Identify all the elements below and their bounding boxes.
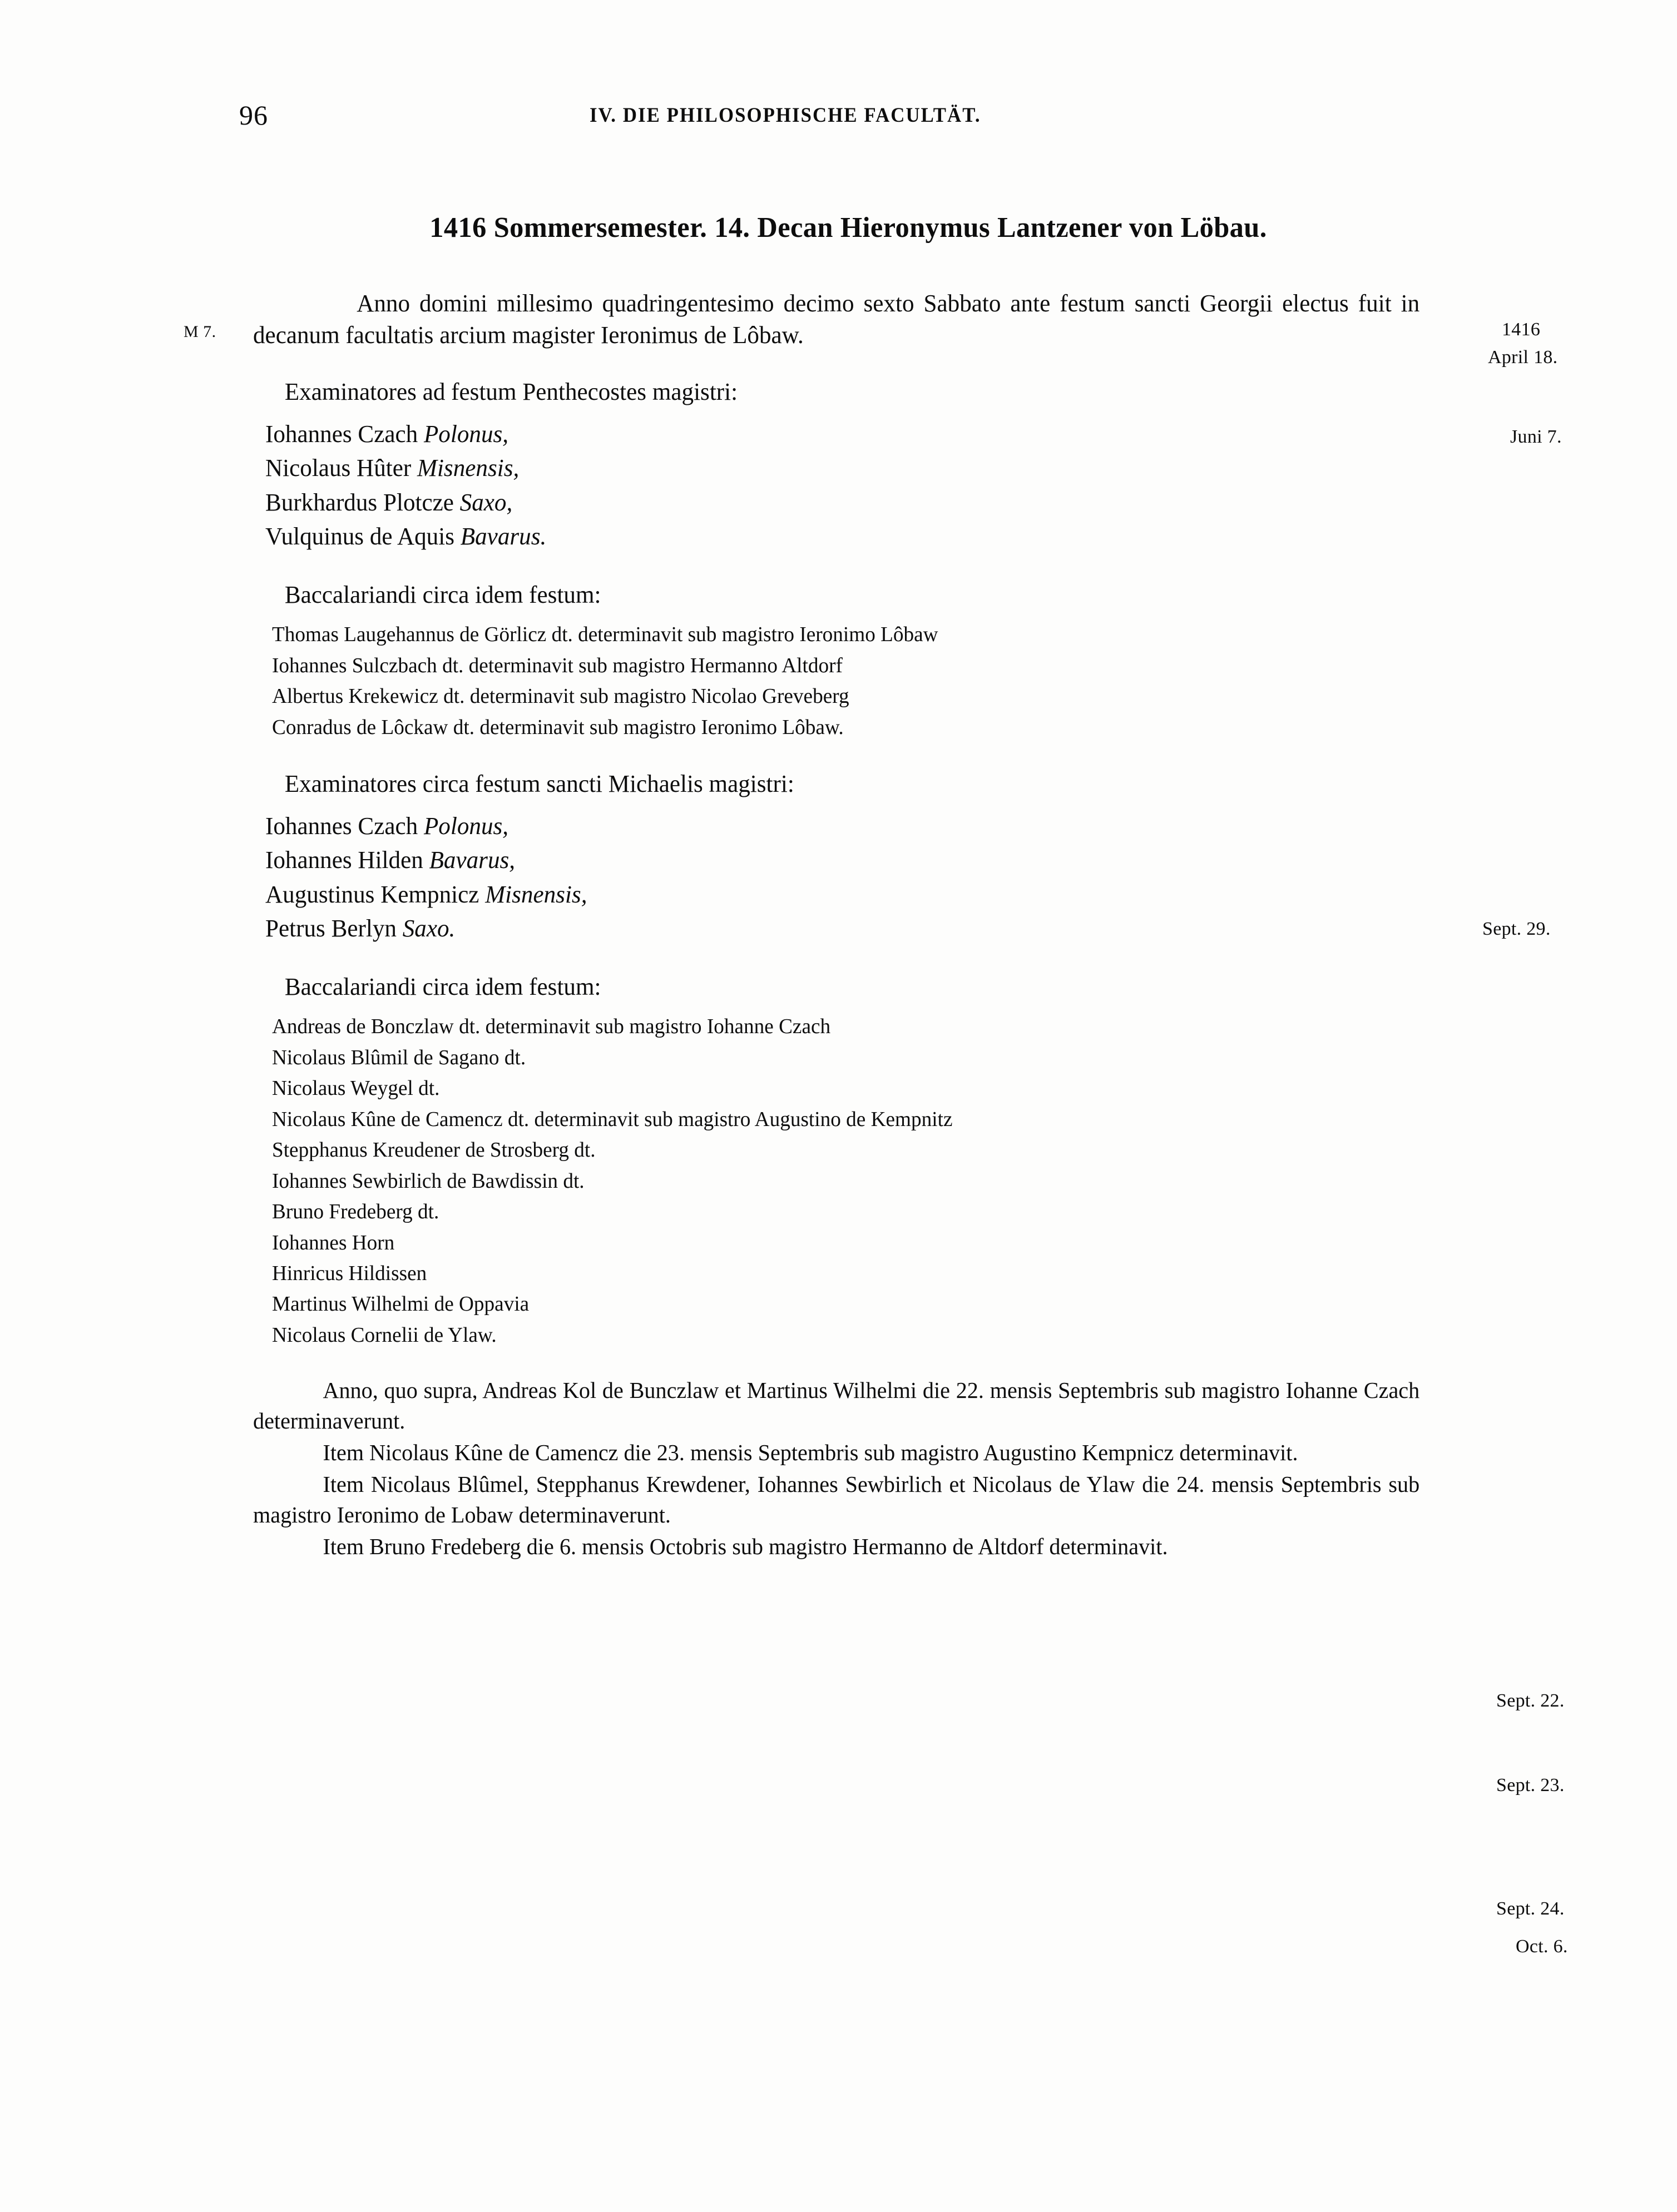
opening-line-2: sancti Georgii electus fuit in decanum facultatis arcium magister Ieronimus de Lôbaw. [253,290,1420,349]
baccalariandus-entry: Iohannes Sulczbach dt. determinavit sub magistro Hermanno Altdorf [272,653,843,677]
baccalariandi-pentecost-list [253,619,1443,743]
baccalariandus-entry: Nicolaus Kûne de Camencz dt. determinavit sub magistro Augustino de Kempnitz [272,1107,953,1131]
section-title: 1416 Sommersemester. 14. Decan Hieronymus Lantzener von Löbau. [429,212,1267,244]
opening-line-1: Anno domini millesimo quadringentesimo decimo sexto Sabbato ante festum [357,290,1125,317]
baccalariandus-entry: Iohannes Horn [272,1231,395,1254]
baccalariandi-michaelmas-list [253,1011,1443,1351]
examiner-nation: Saxo. [402,915,456,943]
examiner-person: Augustinus Kempnicz [265,880,486,908]
closing-paragraph: Item Bruno Fredeberg die 6. mensis Octobris sub magistro Hermanno de Altdorf determinavit. [323,1534,1168,1560]
margin-date-note: Sept. 22. [1496,1690,1565,1711]
examiner-nation: Polonus, [423,812,509,840]
examiners-pentecost-heading: Examinatores ad festum Penthecostes magistri: [284,378,738,406]
examiner-nation: Misnensis, [417,454,520,482]
examiners-pentecost-list [253,417,1443,554]
margin-date-note: Sept. 29. [1482,919,1551,939]
examiner-name [265,809,1420,844]
examiner-name [265,417,1420,452]
examiner-name [265,485,1420,520]
baccalariandus-entry: Thomas Laugehannus de Görlicz dt. determinavit sub magistro Ieronimo Lôbaw [272,623,938,647]
examiners-michaelmas-heading: Examinatores circa festum sancti Michaelis magistri: [284,770,794,798]
margin-date-note: Sept. 24. [1496,1898,1565,1919]
examiner-person: Iohannes Czach [265,812,424,840]
examiner-name [265,877,1420,912]
examiner-name [265,451,1420,485]
baccalariandus-entry: Conradus de Lôckaw dt. determinavit sub magistro Ieronimo Lôbaw. [272,715,844,739]
examiner-nation: Bavarus, [429,846,516,874]
examiners-michaelmas-list [253,809,1443,946]
margin-date-note: Juni 7. [1510,426,1562,447]
baccalariandus-entry: Hinricus Hildissen [272,1262,427,1285]
manuscript-reference: M 7. [184,323,216,341]
examiner-name [265,843,1420,877]
baccalariandus-entry: Andreas de Bonczlaw dt. determinavit sub magistro Iohanne Czach [272,1015,831,1039]
closing-paragraph: Anno, quo supra, Andreas Kol de Bunczlaw et Martinus Wilhelmi die 22. mensis Septembris sub magistro Iohanne Czach determinaverunt. [253,1377,1420,1434]
examiner-person: Vulquinus de Aquis [265,523,461,550]
closing-paragraph: Item Nicolaus Blûmel, Stepphanus Krewdener, Iohannes Sewbirlich et Nicolaus de Ylaw die 24. mensis Septembris sub magistro Ieronimo de Lobaw determinaverunt. [253,1471,1420,1528]
closing-paragraphs [253,1375,1443,1562]
examiner-person: Iohannes Czach [265,420,424,448]
examiner-nation: Bavarus. [460,523,547,550]
page-number: 96 [239,100,268,131]
running-head [0,99,1677,132]
examiner-person: Iohannes Hilden [265,846,429,874]
baccalariandus-entry: Nicolaus Cornelii de Ylaw. [272,1323,497,1347]
margin-date-note: 1416 [1502,319,1541,340]
baccalariandus-entry: Albertus Krekewicz dt. determinavit sub magistro Nicolao Greveberg [272,685,849,708]
main-text-column [253,211,1443,1563]
baccalariandi-michaelmas-heading: Baccalariandi circa idem festum: [284,973,601,1000]
examiner-person: Nicolaus Hûter [265,454,418,482]
running-head-title: IV. DIE PHILOSOPHISCHE FACULTÄT. [590,104,981,127]
baccalariandi-pentecost-heading: Baccalariandi circa idem festum: [284,581,601,609]
baccalariandus-entry: Nicolaus Weygel dt. [272,1077,440,1100]
examiner-name [265,519,1420,554]
margin-date-note: April 18. [1488,347,1558,368]
examiner-person: Petrus Berlyn [265,915,403,943]
examiner-name [265,911,1420,946]
examiner-person: Burkhardus Plotcze [265,488,460,516]
margin-date-note: Sept. 23. [1496,1775,1565,1796]
examiner-nation: Saxo, [459,488,513,516]
baccalariandus-entry: Bruno Fredeberg dt. [272,1200,439,1224]
margin-date-note: Oct. 6. [1516,1936,1568,1957]
baccalariandus-entry: Nicolaus Blûmil de Sagano dt. [272,1045,526,1069]
examiner-nation: Polonus, [423,420,509,448]
examiner-nation: Misnensis, [485,880,587,908]
baccalariandus-entry: Iohannes Sewbirlich de Bawdissin dt. [272,1169,585,1193]
baccalariandus-entry: Martinus Wilhelmi de Oppavia [272,1292,530,1316]
opening-paragraph [253,287,1419,351]
closing-paragraph: Item Nicolaus Kûne de Camencz die 23. mensis Septembris sub magistro Augustino Kempnicz determinavit. [323,1440,1298,1466]
baccalariandus-entry: Stepphanus Kreudener de Strosberg dt. [272,1138,596,1162]
